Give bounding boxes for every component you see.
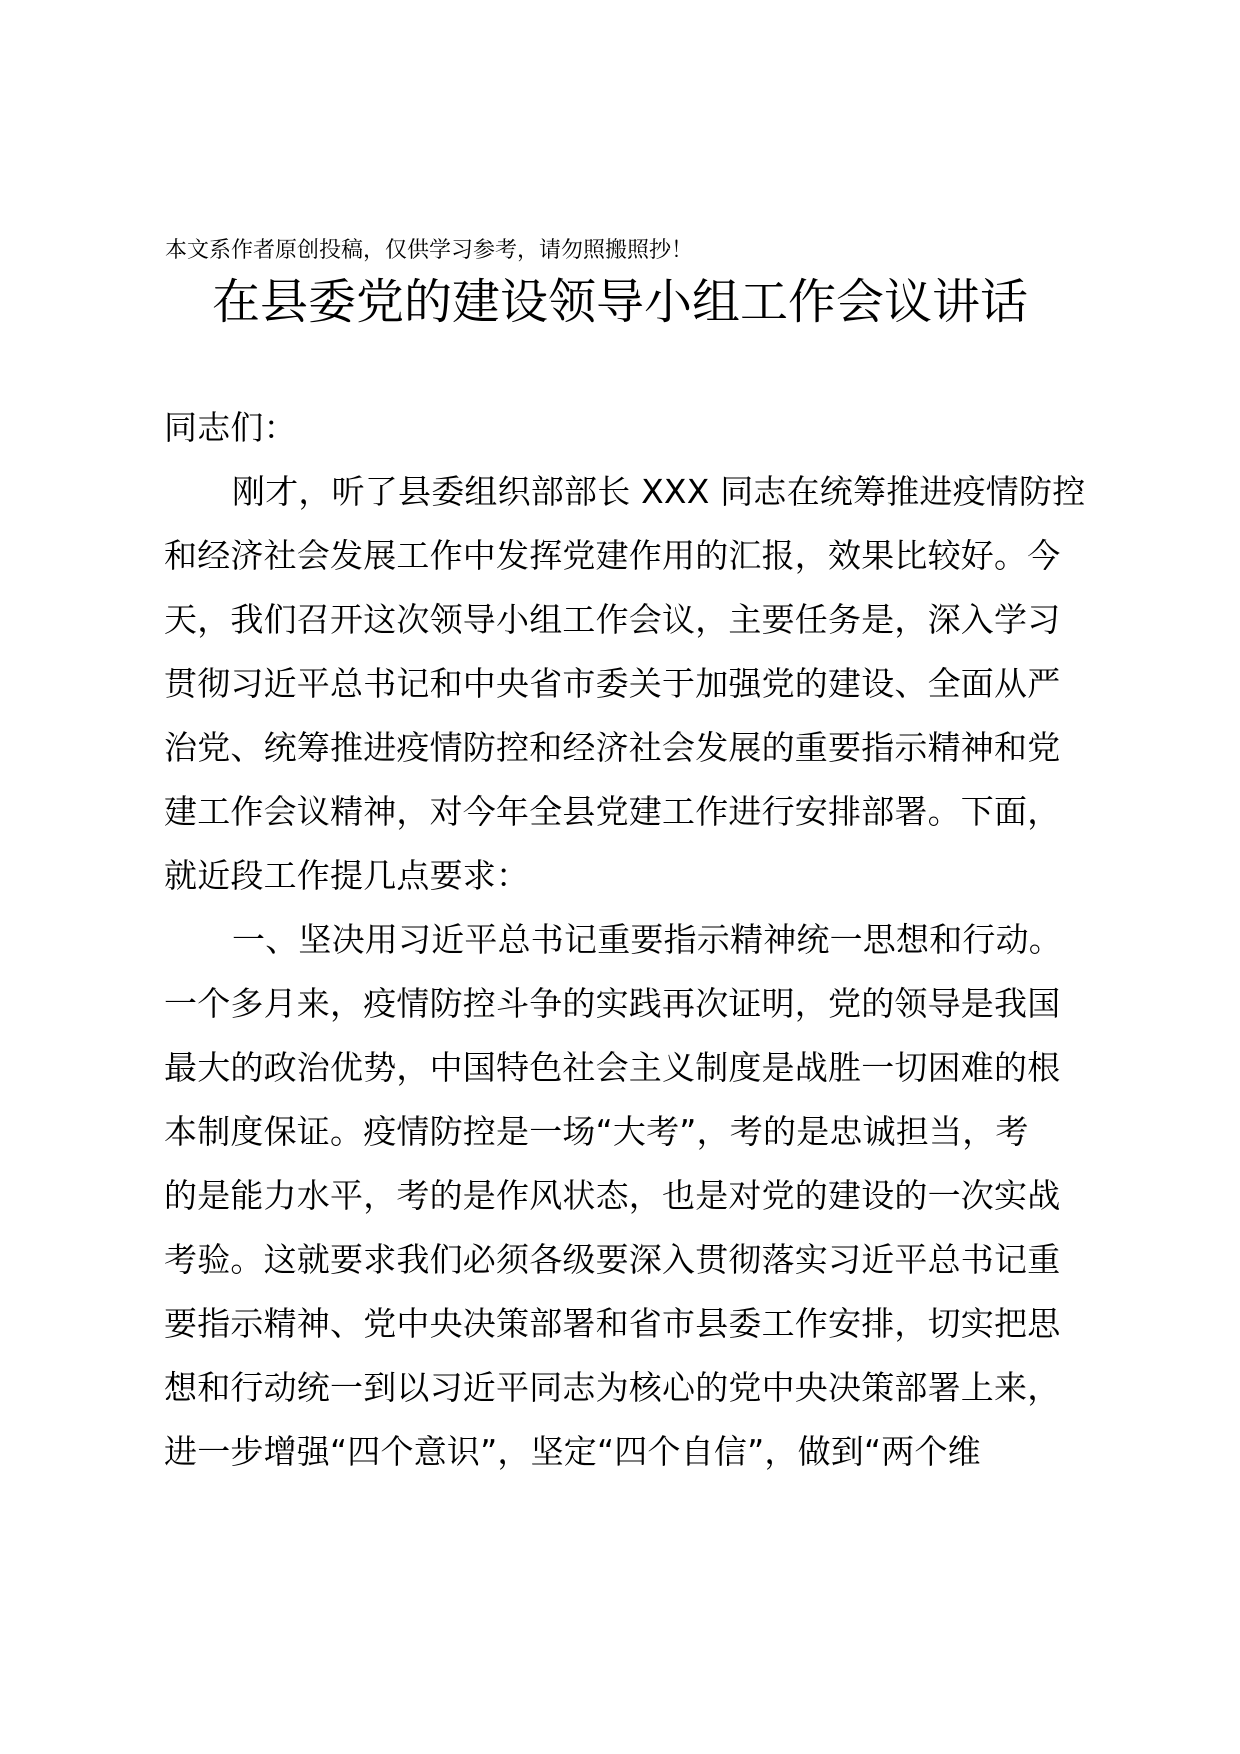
text-line: 考验。这就要求我们必须各级要深入贯彻落实习近平总书记重 <box>164 1240 1061 1279</box>
text-line: 一个多月来，疫情防控斗争的实践再次证明，党的领导是我国 <box>164 984 1061 1023</box>
text-line: 和经济社会发展工作中发挥党建作用的汇报，效果比较好。今 <box>164 536 1061 575</box>
text-line: 建工作会议精神，对今年全县党建工作进行安排部署。下面， <box>164 792 1061 831</box>
paragraph-1 <box>164 460 1084 908</box>
text-line: 就近段工作提几点要求： <box>164 856 530 895</box>
page-title: 在县委党的建设领导小组工作会议讲话 <box>211 274 1028 330</box>
text-line: 进一步增强“四个意识”，坚定“四个自信”，做到“两个维 <box>164 1432 981 1471</box>
text-line: 最大的政治优势，中国特色社会主义制度是战胜一切困难的根 <box>164 1048 1061 1087</box>
copyright-notice: 本文系作者原创投稿，仅供学习参考，请勿照搬照抄！ <box>165 238 694 263</box>
text-line: 贯彻习近平总书记和中央省市委关于加强党的建设、全面从严 <box>164 664 1061 703</box>
text-line: 本制度保证。疫情防控是一场“大考”，考的是忠诚担当，考 <box>164 1112 1029 1151</box>
document-body <box>164 396 1084 1484</box>
section-heading-line: 一、坚决用习近平总书记重要指示精神统一思想和行动。 <box>232 920 1062 959</box>
text-line: 天，我们召开这次领导小组工作会议，主要任务是，深入学习 <box>164 600 1061 639</box>
salutation: 同志们： <box>164 408 297 447</box>
text-line: 要指示精神、党中央决策部署和省市县委工作安排，切实把思 <box>164 1304 1061 1343</box>
text-line: 刚才，听了县委组织部部长 XXX 同志在统筹推进疫情防控 <box>232 472 1086 511</box>
text-line: 想和行动统一到以习近平同志为核心的党中央决策部署上来， <box>164 1368 1061 1407</box>
paragraph-2 <box>164 908 1084 1484</box>
text-line: 治党、统筹推进疫情防控和经济社会发展的重要指示精神和党 <box>164 728 1061 767</box>
text-line: 的是能力水平，考的是作风状态，也是对党的建设的一次实战 <box>164 1176 1061 1215</box>
